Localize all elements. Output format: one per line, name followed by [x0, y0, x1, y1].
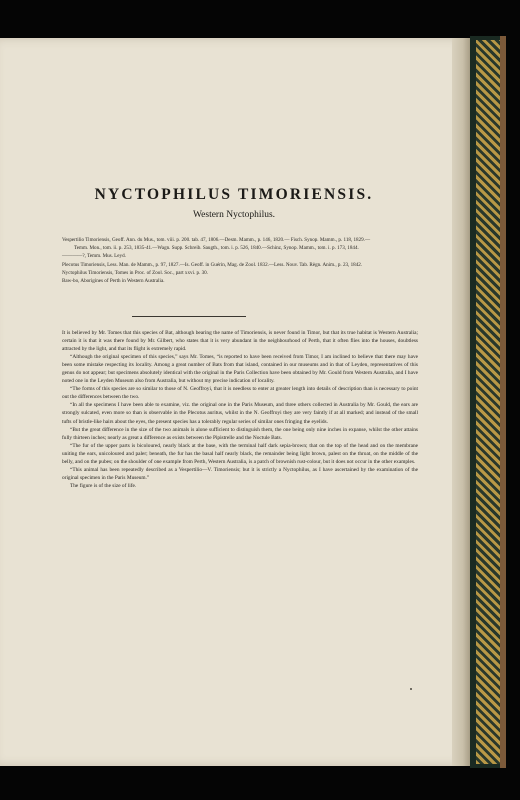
paragraph: “The forms of this species are so similar to those of N. Geoffroyi, that it is needless to enter at greater length into details of description than is necessary to point out the differences between the two. — [62, 386, 418, 401]
synonymy-entry: Baw-bo, Aborigines of Perth in Western Australia. — [62, 278, 165, 285]
synonymy-entry: Nyctophilus Timoriensis, Tomes in Proc. of Zool. Soc., part xxvi. p. 30. — [62, 269, 208, 276]
synonymy-entry: Plecotus Timoriensis, Less. Man. de Mamm., p. 97, 1827.—Is. Geoff. in Guérin, Mag. de Zool. 1832.—Less. Nouv. Tab. Règn. Anim., p. 23, 1842. — [62, 261, 363, 268]
spine-edge — [500, 36, 506, 768]
paragraph: “The fur of the upper parts is bicoloured, nearly black at the base, with the terminal half dark sepia-brown; that on the top of the head and on the membrane uniting the ears, unicoloured and paler; beneath, the fur has the basal half nearly black, the remainder being light brown, palest on the throat, on the middle of the belly, and on the pubes; on the shoulder of one example from Perth, Western Australia, is a patch of brownish rust-colour, but it does not occur in the other examples. — [62, 442, 418, 465]
body-text — [62, 329, 418, 490]
section-divider — [132, 316, 246, 317]
paragraph: The figure is of the size of life. — [70, 482, 137, 489]
paragraph: “In all the specimens I have been able to examine, viz. the original one in the Paris Museum, and three others collected in Australia by Mr. Gould, the ears are strongly sulcated, even more so than is observable in the Plecotus auritus, whilst in the N. Geoffroyi they are very faintly if at all marked; and instead of the small tufts of bristle-like hairs about the eyes, the present species has a tolerably regular series of similar ones fringing the eyelids. — [62, 402, 418, 425]
page-subtitle: Western Nyctophilus. — [192, 210, 276, 220]
paragraph: “Although the original specimen of this species,” says Mr. Tomes, “is reported to have been received from Timor, I am inclined to believe that there may have been some mistake respecting its locality. Among a great number of Bats from that island, contained in our museums and in that of Leyden, representatives of this genus do not appear; but specimens absolutely identical with the original in the Paris Collection have been obtained by Mr. Gould from Western Australia, and I have noted one in the Leyden Museum also from Australia, but without my precise indication of locality. — [62, 354, 418, 385]
paragraph: “But the great difference in the size of the two animals is alone sufficient to distinguish them, the one being only nine inches in expanse, whilst the other attains fully thirteen inches; nearly as great a difference as exists between the Pipistrelle and the Noctule Bats. — [62, 426, 418, 441]
page-title: NYCTOPHILUS TIMORIENSIS. — [94, 186, 374, 203]
synonymy-entry: ————?, Temm. Mus. Leyd. — [62, 253, 126, 260]
paragraph: “This animal has been repeatedly described as a Vespertilio—V. Timoriensis; but it is strictly a Nyctophilus, as I have ascertained by the examination of the original specimen in the Paris Museum.” — [62, 466, 418, 481]
page-mark — [410, 688, 412, 690]
synonymy-entry: Vespertilio Timoriensis, Geoff. Ann. du Mus., tom. viii. p. 200. tab. 47, 1806.—Desm. Mamm., p. 146, 1820.— Fisch. Synop. Mamm., p. 118, 1829.—Temm. Mon., tom. ii. p. 253, 1835-41.—Wagn. Supp. Schreib. Saugth., tom. i. p. 526, 1840.—Schinz, Synop. Mamm., tom. i. p. 173, 1844. — [62, 237, 371, 252]
page-gutter — [452, 38, 470, 766]
spine-ornament — [476, 40, 500, 764]
paragraph: It is believed by Mr. Tomes that this species of Bat, although bearing the name of Timoriensis, is never found in Timor, but that its true habitat is Western Australia; certain it is that it was there found by Mr. Gilbert, who states that it is very abundant in the neighbourhood of Perth, that it often flies into the houses, doubtless attracted by the light, and that its flight is extremely rapid. — [62, 330, 418, 353]
synonymy-block — [62, 236, 382, 285]
